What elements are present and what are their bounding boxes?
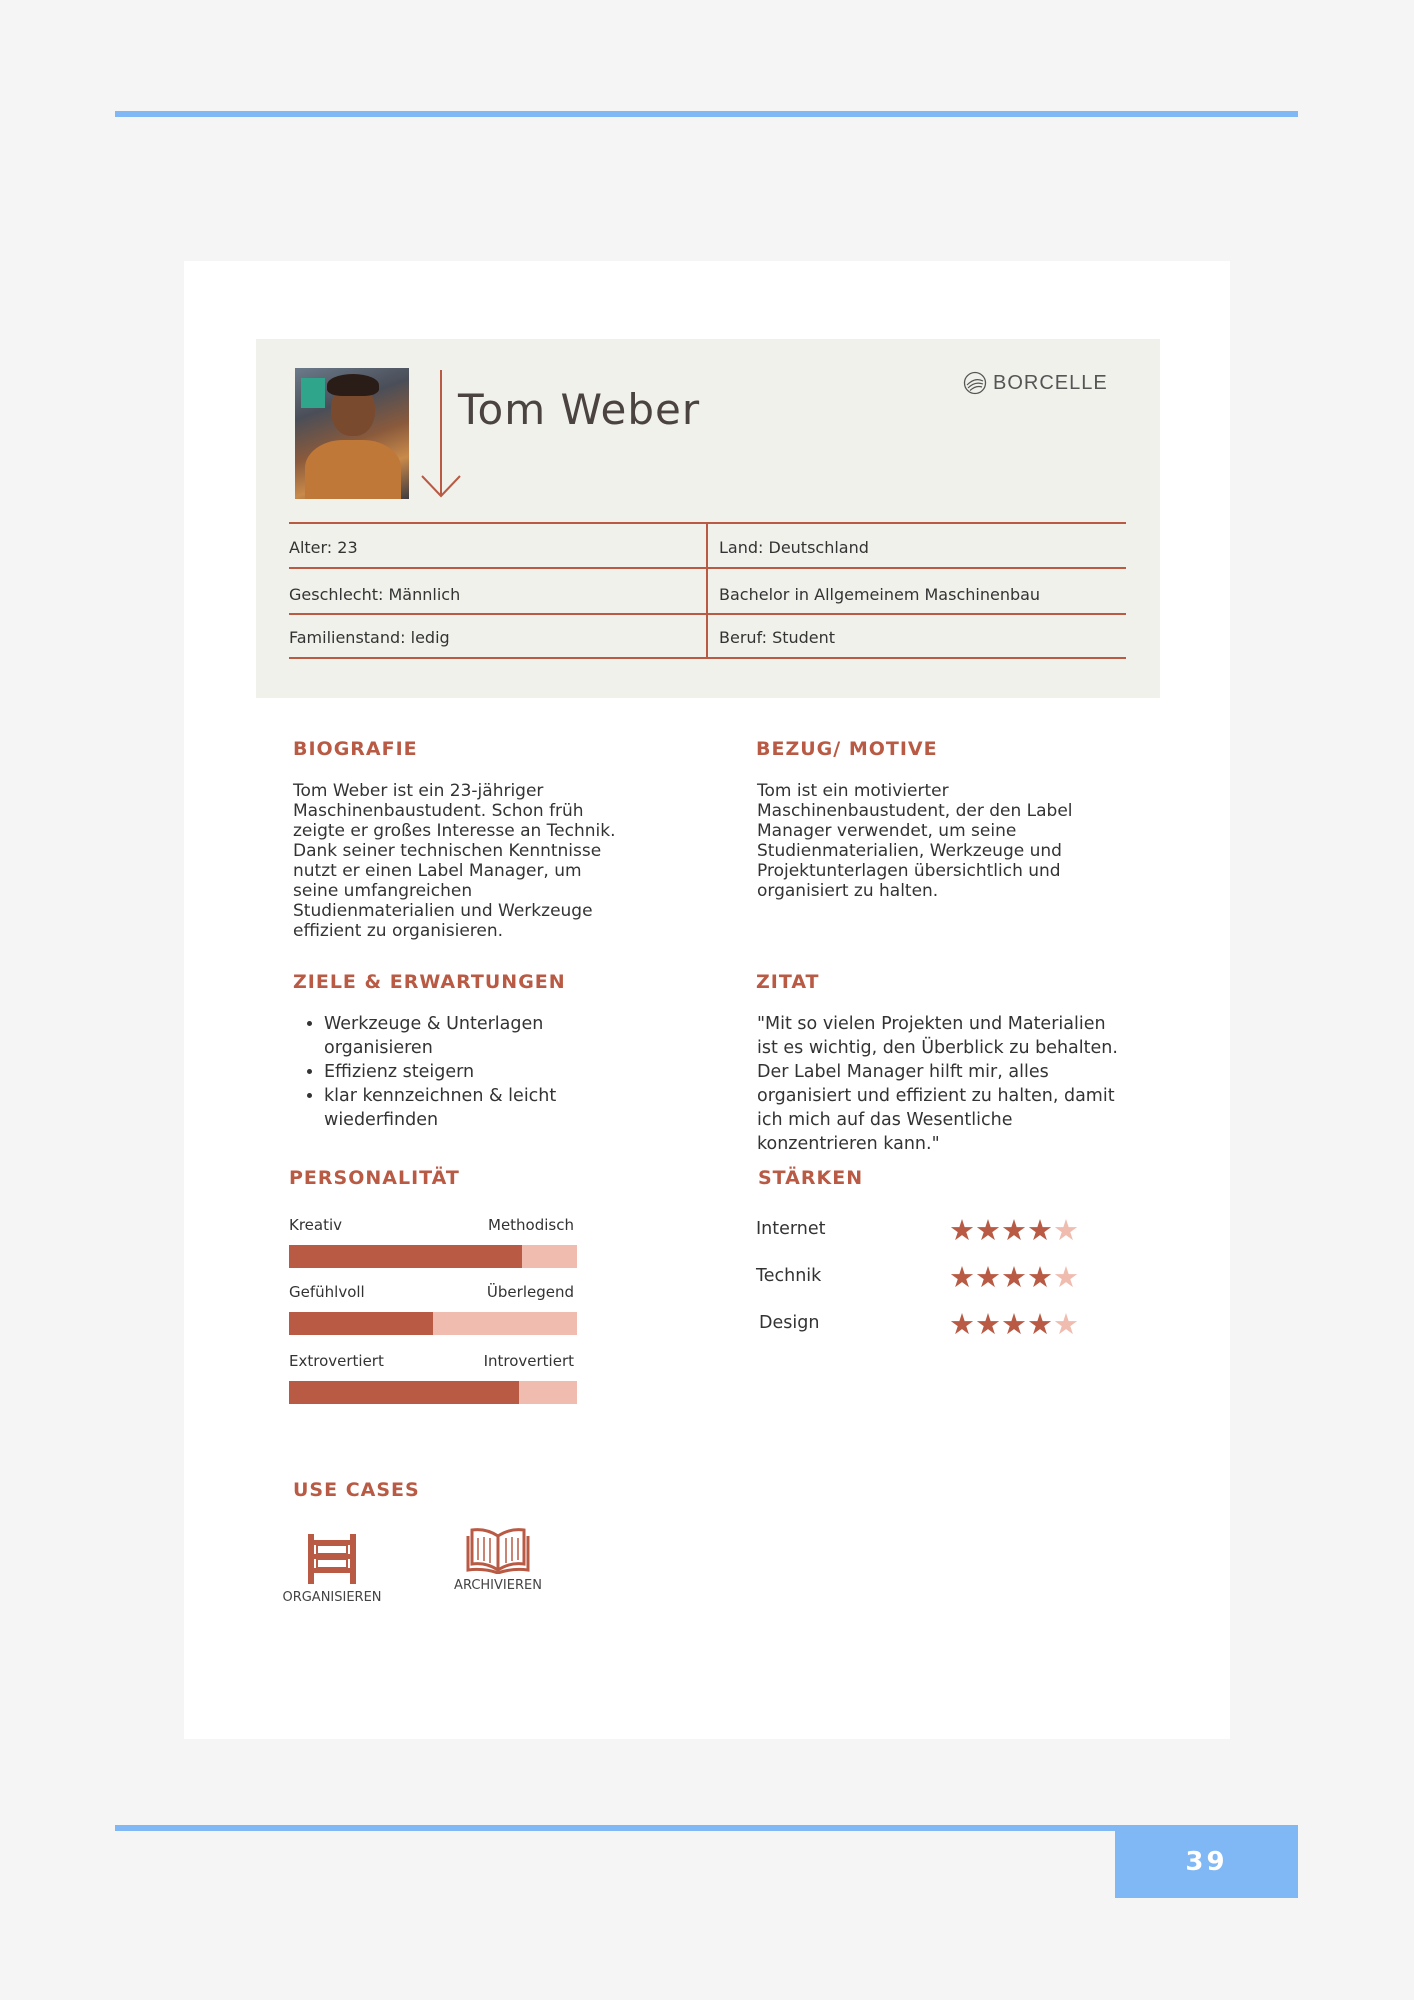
list-item: • Werkzeuge & Unterlagen organisieren <box>324 1012 634 1060</box>
top-rule <box>115 111 1298 117</box>
list-item: • klar kennzeichnen & leicht wiederfinden <box>324 1084 634 1132</box>
info-gender: Geschlecht: Männlich <box>289 585 461 604</box>
brand-swirl-icon <box>963 371 987 395</box>
star-filled-icon: ★ <box>975 1213 1001 1247</box>
goals-list <box>292 1012 634 1132</box>
strength-label: Technik <box>756 1266 822 1286</box>
motives-title: BEZUG/ MOTIVE <box>756 738 938 760</box>
scale-left-label: Gefühlvoll <box>289 1283 365 1301</box>
info-age: Alter: 23 <box>289 538 358 557</box>
use-cases-title: USE CASES <box>293 1479 420 1501</box>
personality-bar-fill <box>289 1245 522 1268</box>
star-rating <box>949 1309 1079 1339</box>
page-number: 39 <box>1115 1825 1298 1898</box>
biography-line: Studienmaterialien und Werkzeuge <box>293 901 593 921</box>
personality-bar-fill <box>289 1312 433 1335</box>
scale-left-label: Extrovertiert <box>289 1352 384 1370</box>
personality-bar-fill <box>289 1381 519 1404</box>
quote-text: "Mit so vielen Projekten und Materialien ist es wichtig, den Überblick zu behalten. Der Label Manager hilft mir, alles organisiert und effizient zu halten, damit ich mich auf das Wesentliche konzentrieren kann." <box>757 1014 1118 1154</box>
goals-title: ZIELE & ERWARTUNGEN <box>293 971 566 993</box>
biography-line: nutzt er einen Label Manager, um <box>293 861 582 881</box>
biography-line: Tom Weber ist ein 23-jähriger <box>293 781 544 801</box>
biography-line: Dank seiner technischen Kenntnisse <box>293 841 602 861</box>
biography-line: seine umfangreichen <box>293 881 473 901</box>
shelf-icon <box>304 1530 360 1586</box>
star-filled-icon: ★ <box>949 1213 975 1247</box>
profile-photo <box>295 368 409 499</box>
biography-title: BIOGRAFIE <box>293 738 418 760</box>
motives-line: Manager verwendet, um seine <box>757 821 1017 841</box>
use-case-organize <box>272 1530 392 1605</box>
star-empty-icon: ★ <box>1053 1260 1079 1294</box>
star-rating <box>949 1262 1079 1292</box>
star-filled-icon: ★ <box>975 1307 1001 1341</box>
star-filled-icon: ★ <box>1001 1307 1027 1341</box>
scale-right-label: Überlegend <box>486 1283 574 1301</box>
star-filled-icon: ★ <box>949 1307 975 1341</box>
personality-bar <box>289 1381 577 1404</box>
personality-title: PERSONALITÄT <box>289 1167 460 1189</box>
strength-label: Design <box>759 1313 820 1333</box>
motives-text <box>757 781 1127 901</box>
brand-logo <box>963 371 1108 395</box>
motives-line: Studienmaterialien, Werkzeuge und <box>757 841 1062 861</box>
star-filled-icon: ★ <box>1001 1260 1027 1294</box>
biography-line: zeigte er großes Interesse an Technik. <box>293 821 616 841</box>
star-rating <box>949 1215 1079 1245</box>
quote-title: ZITAT <box>756 971 820 993</box>
info-country: Land: Deutschland <box>719 538 869 557</box>
star-filled-icon: ★ <box>949 1260 975 1294</box>
table-divider <box>706 522 708 659</box>
biography-line: effizient zu organisieren. <box>293 921 504 941</box>
persona-name: Tom Weber <box>458 385 701 434</box>
scale-right-label: Methodisch <box>488 1216 574 1234</box>
strength-row <box>756 1215 1156 1245</box>
star-filled-icon: ★ <box>1001 1213 1027 1247</box>
open-book-icon <box>466 1526 530 1574</box>
motives-line: Maschinenbaustudent, der den Label <box>757 801 1073 821</box>
star-filled-icon: ★ <box>1027 1213 1053 1247</box>
use-case-label: ARCHIVIEREN <box>454 1578 542 1593</box>
info-job: Beruf: Student <box>719 628 836 647</box>
bottom-rule <box>115 1825 1115 1831</box>
info-marital-status: Familienstand: ledig <box>289 628 450 647</box>
star-empty-icon: ★ <box>1053 1307 1079 1341</box>
list-item: • Effizienz steigern <box>324 1060 634 1084</box>
star-filled-icon: ★ <box>1027 1307 1053 1341</box>
biography-text <box>293 781 653 941</box>
motives-line: organisiert zu halten. <box>757 881 939 901</box>
scale-left-label: Kreativ <box>289 1216 343 1234</box>
info-degree: Bachelor in Allgemeinem Maschinenbau <box>719 585 1041 604</box>
strength-label: Internet <box>756 1219 826 1239</box>
biography-line: Maschinenbaustudent. Schon früh <box>293 801 584 821</box>
strength-row <box>756 1262 1156 1292</box>
strength-row <box>756 1309 1156 1339</box>
scale-right-label: Introvertiert <box>483 1352 574 1370</box>
star-filled-icon: ★ <box>1027 1260 1053 1294</box>
arrow-down-icon <box>420 368 462 500</box>
motives-line: Projektunterlagen übersichtlich und <box>757 861 1061 881</box>
use-case-archive <box>438 1526 558 1593</box>
personality-bar <box>289 1245 577 1268</box>
star-empty-icon: ★ <box>1053 1213 1079 1247</box>
strengths-title: STÄRKEN <box>758 1167 864 1189</box>
use-case-label: ORGANISIEREN <box>282 1590 382 1605</box>
personality-bar <box>289 1312 577 1335</box>
star-filled-icon: ★ <box>975 1260 1001 1294</box>
motives-line: Tom ist ein motivierter <box>757 781 949 801</box>
brand-name: BORCELLE <box>993 371 1108 394</box>
